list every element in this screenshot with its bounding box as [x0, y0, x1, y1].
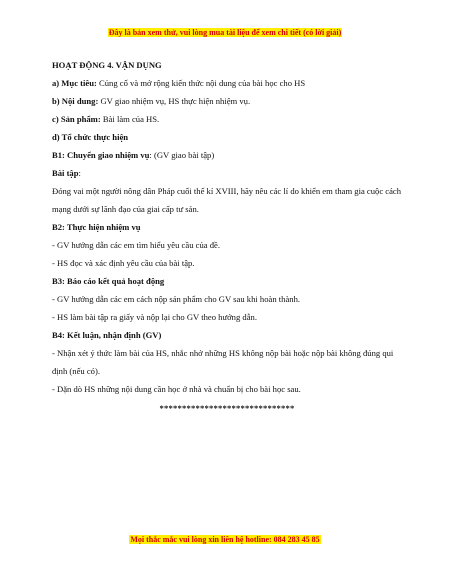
b3-item: - HS làm bài tập ra giấy và nộp lại cho GV theo hướng dẫn. — [52, 312, 257, 322]
b4-item: - Nhận xét ý thức làm bài của HS, nhắc nhở những HS không nộp bài hoặc nộp bài không đúng qui định (nếu có). — [52, 348, 394, 376]
activity-heading: HOẠT ĐỘNG 4. VẬN DỤNG — [52, 60, 162, 70]
hotline-banner — [0, 534, 450, 545]
organize-heading: d) Tổ chức thực hiện — [52, 132, 129, 142]
preview-banner — [0, 27, 450, 38]
document-body — [52, 56, 402, 417]
b4-item: - Dặn dò HS những nội dung cần học ở nhà và chuẩn bị cho bài học sau. — [52, 384, 301, 394]
product-line: c) Sản phẩm: Bài làm của HS. — [52, 114, 160, 124]
preview-banner-text: Đây là bản xem thử, vui lòng mua tài liệu để xem chi tiết (có lời giải) — [108, 28, 342, 37]
separator-stars: ****************************** — [159, 403, 295, 413]
b3-item: - GV hướng dẫn các em cách nộp sản phẩm cho GV sau khi hoàn thành. — [52, 294, 301, 304]
exercise-text: Đóng vai một người nông dân Pháp cuối thế kỉ XVIII, hãy nêu các lí do khiến em tham gia cuộc cách mạng dưới sự lãnh đạo của giai cấp tư sản. — [52, 186, 402, 214]
b2-item: - HS đọc và xác định yêu cầu của bài tập. — [52, 258, 195, 268]
content-line: b) Nội dung: GV giao nhiệm vụ, HS thực hiện nhiệm vụ. — [52, 96, 251, 106]
hotline-banner-text: Mọi thắc mắc vui lòng xin liên hệ hotline: 084 283 45 85 — [130, 535, 320, 544]
b2-item: - GV hướng dẫn các em tìm hiểu yêu cầu của đề. — [52, 240, 220, 250]
b2-heading: B2: Thực hiện nhiệm vụ — [52, 222, 141, 232]
goal-line: a) Mục tiêu: Củng cố và mở rộng kiến thức nội dung của bài học cho HS — [52, 78, 306, 88]
b4-heading: B4: Kết luận, nhận định (GV) — [52, 330, 162, 340]
b1-line: B1: Chuyển giao nhiệm vụ: (GV giao bài tập) — [52, 150, 215, 160]
exercise-label-line: Bài tập: — [52, 168, 81, 178]
b3-heading: B3: Báo cáo kết quả hoạt động — [52, 276, 165, 286]
